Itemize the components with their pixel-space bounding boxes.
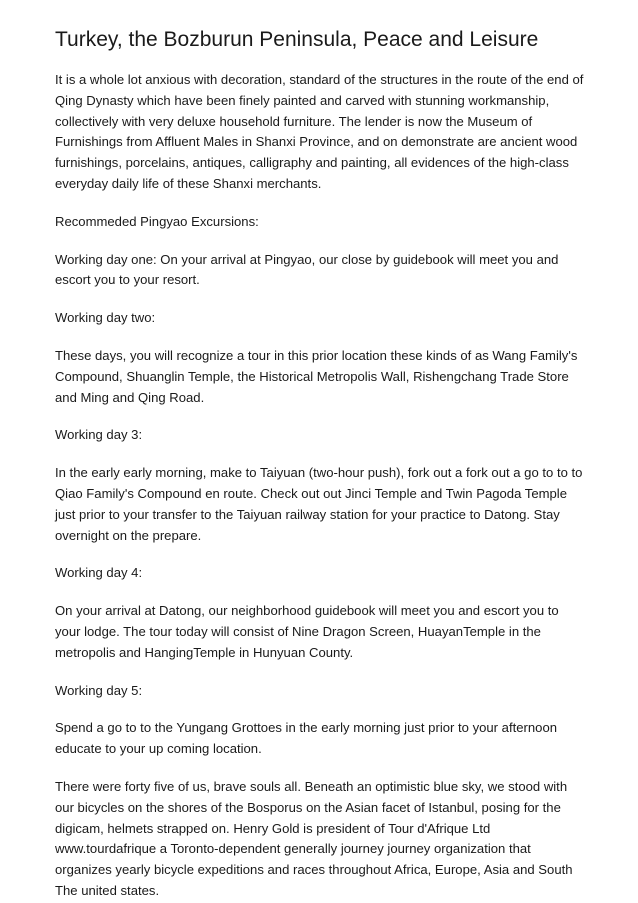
paragraph-day-three-heading: Working day 3: xyxy=(55,427,143,443)
document-title: Turkey, the Bozburun Peninsula, Peace and Leisure xyxy=(55,28,539,51)
paragraph-bosporus: There were forty five of us, brave souls all. Beneath an optimistic blue sky, we stood with our bicycles on the shores of the Bosporus on the Asian facet of Istanbul, posing for the digicam, helmets strapped on. Henry Gold is president of Tour d'Afrique Ltd www.tourdafrique a Toronto-dependent generally journey journey organization that organizes yearly bicycle expeditions and races throughout Africa, Europe, Asia and South The united states. xyxy=(55,778,573,898)
paragraph-day-one: Working day one: On your arrival at Pingyao, our close by guidebook will meet you and escort you to your resort. xyxy=(55,251,559,288)
paragraph-intro: It is a whole lot anxious with decoration, standard of the structures in the route of the end of Qing Dynasty which have been finely painted and carved with stunning workmanship, collectively with very deluxe household furniture. The lender is now the Museum of Furnishings from Affluent Males in Shanxi Province, and on demonstrate are ancient wood furnishings, porcelains, antiques, calligraphy and painting, all evidences of the high-class everyday daily life of these Shanxi merchants. xyxy=(55,72,584,191)
document-page xyxy=(55,26,587,902)
paragraph-day-five: Spend a go to to the Yungang Grottoes in the early morning just prior to your afternoon educate to your up coming location. xyxy=(55,720,558,757)
paragraph-day-four: On your arrival at Datong, our neighborhood guidebook will meet you and escort you to your lodge. The tour today will consist of Nine Dragon Screen, HuayanTemple in the metropolis and HangingTemple in Hunyuan County. xyxy=(55,603,559,660)
paragraph-day-five-heading: Working day 5: xyxy=(55,682,143,698)
paragraph-day-two: These days, you will recognize a tour in this prior location these kinds of as Wang Family's Compound, Shuanglin Temple, the Historical Metropolis Wall, Rishengchang Trade Store and Ming and Qing Road. xyxy=(55,347,578,405)
paragraph-day-two-heading: Working day two: xyxy=(55,310,156,326)
paragraph-day-four-heading: Working day 4: xyxy=(55,565,143,581)
paragraph-excursions-heading: Recommeded Pingyao Excursions: xyxy=(55,213,259,229)
paragraph-day-three: In the early early morning, make to Taiyuan (two-hour push), fork out a fork out a go to to to Qiao Family's Compound en route. Check out out Jinci Temple and Twin Pagoda Temple just prior to your transfer to the Taiyuan railway station for your practice to Datong. Stay overnight on the prepare. xyxy=(55,465,583,543)
